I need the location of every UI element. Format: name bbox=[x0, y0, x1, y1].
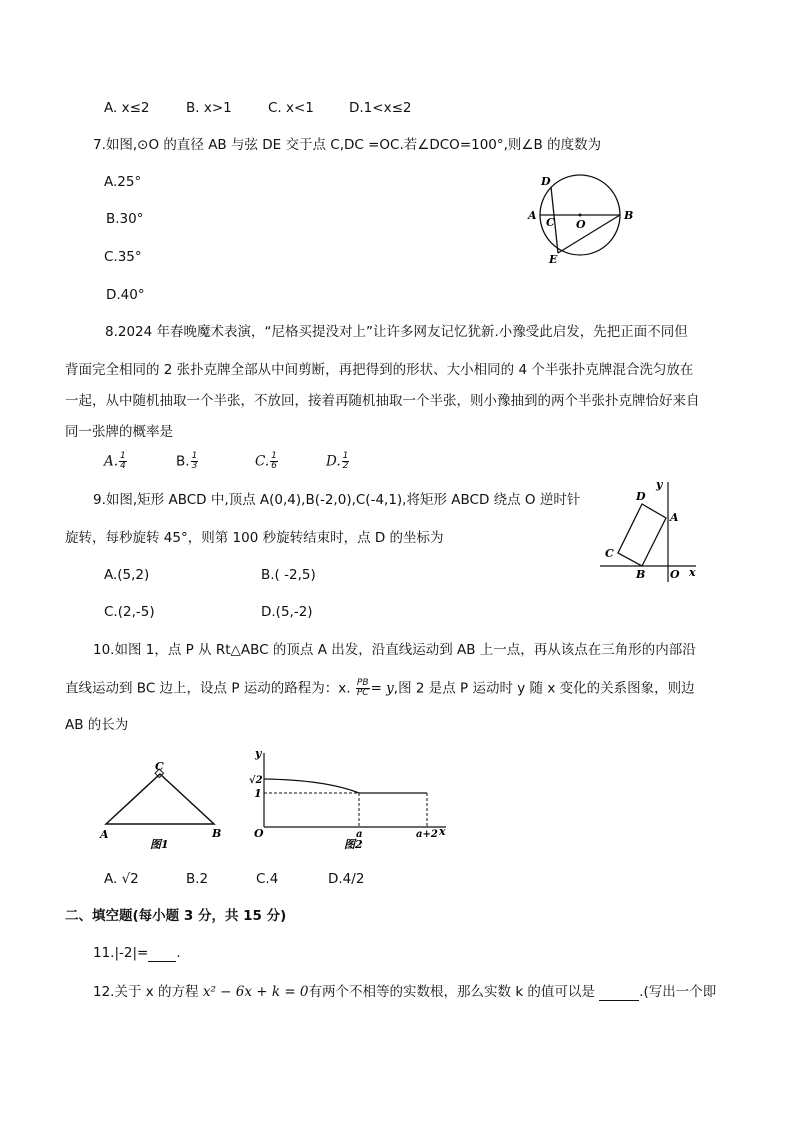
q6-option-c: C. x<1 bbox=[268, 100, 314, 116]
q11-answer-blank bbox=[148, 947, 176, 962]
label-b: B bbox=[212, 827, 222, 840]
q8-option-c: C. $\frac{1}{6}$ bbox=[255, 451, 277, 471]
q8-line-2: 背面完全相同的 2 张扑克牌全部从中间剪断，再把得到的形状、大小相同的 4 个半张扑克牌混合洗匀放在 bbox=[65, 362, 694, 378]
q8-option-b: B. $\frac{1}{3}$ bbox=[176, 451, 198, 471]
label-b: B bbox=[636, 568, 646, 581]
q8-line-4: 同一张牌的概率是 bbox=[65, 424, 173, 440]
q10-line-1: 10.如图 1，点 P 从 Rt△ABC 的顶点 A 出发，沿直线运动到 AB 上一点，再从该点在三角形的内部沿 bbox=[93, 642, 696, 658]
q6-option-a: A. x≤2 bbox=[104, 100, 150, 116]
q8-line-3: 一起，从中随机抽取一个半张，不放回，接着再随机抽取一个半张，则小豫抽到的两个半张扑克牌恰好来自 bbox=[65, 393, 700, 409]
q8-option-d: D. $\frac{1}{2}$ bbox=[326, 451, 349, 471]
q10-option-b: B.2 bbox=[186, 871, 209, 887]
fig2-caption: 图2 bbox=[344, 838, 363, 850]
label-x: x bbox=[439, 825, 446, 838]
q10-option-d: D.4/2 bbox=[328, 871, 365, 887]
q10-line-3: AB 的长为 bbox=[65, 717, 129, 733]
label-a: a bbox=[356, 829, 363, 840]
segment-eb bbox=[558, 215, 620, 253]
q7-option-d: D.40° bbox=[106, 287, 145, 303]
label-sqrt2: √2 bbox=[249, 775, 263, 786]
label-a: A bbox=[670, 511, 679, 524]
label-x: x bbox=[689, 566, 696, 579]
label-a: A bbox=[100, 828, 109, 841]
section-2-title: 二、填空题(每小题 3 分，共 15 分) bbox=[65, 908, 287, 924]
label-c: C bbox=[546, 216, 555, 229]
q7-circle-figure bbox=[520, 168, 645, 268]
q12: 12.关于 x 的方程 x² − 6x + k = 0有两个不相等的实数根，那么实数 k 的值可以是 .(写出一个即 bbox=[93, 984, 717, 1000]
q12-equation: x² − 6x + k = 0 bbox=[202, 984, 309, 1000]
q6-option-d: D.1<x≤2 bbox=[349, 100, 412, 116]
q7-option-b: B.30° bbox=[106, 211, 144, 227]
q10-option-a: A. √2 bbox=[104, 871, 139, 887]
curve-segment bbox=[264, 779, 359, 793]
center-point bbox=[579, 214, 582, 217]
q9-option-a: A.(5,2) bbox=[104, 567, 150, 583]
label-o: O bbox=[254, 827, 264, 840]
q6-option-b: B. x>1 bbox=[186, 100, 232, 116]
q7-stem: 7.如图,⊙O 的直径 AB 与弦 DE 交于点 C,DC =OC.若∠DCO=100°,则∠B 的度数为 bbox=[93, 137, 602, 153]
label-c: C bbox=[155, 760, 164, 773]
label-y: y bbox=[255, 747, 262, 760]
label-o: O bbox=[670, 568, 680, 581]
q12-answer-blank bbox=[599, 986, 639, 1001]
q10-figure-2 bbox=[246, 745, 456, 850]
q9-line-1: 9.如图,矩形 ABCD 中,顶点 A(0,4),B(-2,0),C(-4,1),将矩形 ABCD 绕点 O 逆时针 bbox=[93, 492, 581, 508]
label-y: y bbox=[656, 478, 663, 491]
q10-option-c: C.4 bbox=[256, 871, 279, 887]
q8-option-a: A. $\frac{1}{4}$ bbox=[104, 451, 126, 471]
label-o: O bbox=[576, 218, 586, 231]
rectangle-abcd bbox=[618, 504, 666, 566]
q9-option-b: B.( -2,5) bbox=[261, 567, 316, 583]
label-e: E bbox=[549, 253, 558, 266]
label-b: B bbox=[624, 209, 634, 222]
q9-option-d: D.(5,-2) bbox=[261, 604, 313, 620]
q10-figure-1 bbox=[98, 758, 228, 852]
fig1-caption: 图1 bbox=[150, 838, 169, 851]
q7-option-c: C.35° bbox=[104, 249, 142, 265]
q11: 11.|-2|= . bbox=[93, 945, 181, 961]
label-c: C bbox=[605, 547, 614, 560]
q9-rectangle-figure bbox=[596, 478, 706, 588]
q8-line-1: 8.2024 年春晚魔术表演，“尼格买提没对上”让许多网友记忆犹新.小豫受此启发，先把正面不同但 bbox=[105, 324, 688, 340]
label-one: 1 bbox=[254, 787, 262, 800]
label-a2: a+2 bbox=[416, 829, 438, 840]
label-a: A bbox=[528, 209, 537, 222]
q9-option-c: C.(2,-5) bbox=[104, 604, 155, 620]
triangle-abc bbox=[106, 774, 214, 824]
q9-line-2: 旋转，每秒旋转 45°，则第 100 秒旋转结束时，点 D 的坐标为 bbox=[65, 530, 444, 546]
label-d: D bbox=[541, 175, 551, 188]
q7-option-a: A.25° bbox=[104, 174, 142, 190]
label-d: D bbox=[636, 490, 646, 503]
q10-line-2: 直线运动到 BC 边上，设点 P 运动的路程为：x. $\frac{PB}{PC}$ = y,图 2 是点 P 运动时 y 随 x 变化的关系图象，则边 bbox=[65, 678, 695, 698]
